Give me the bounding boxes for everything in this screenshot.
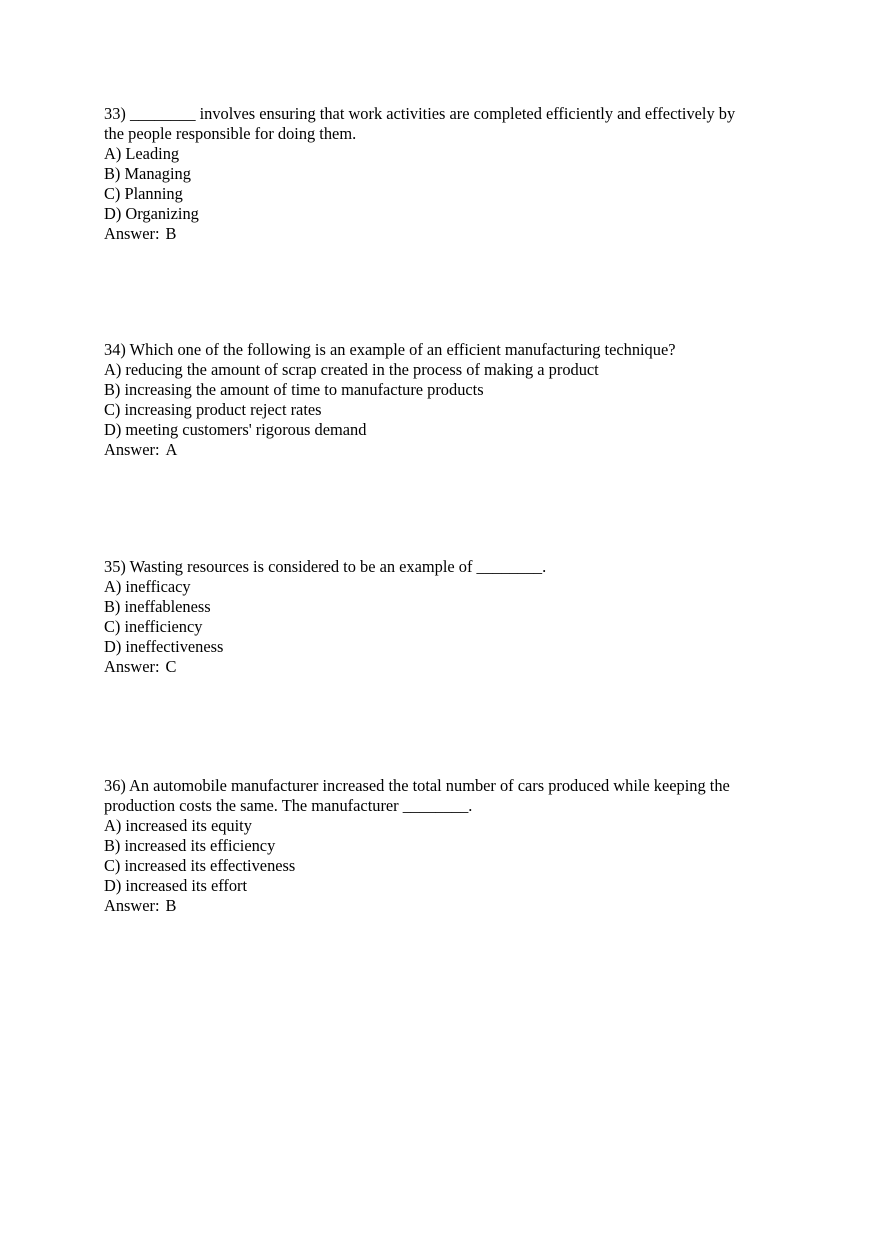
answer-option-a: A) increased its equity xyxy=(104,816,252,835)
question-stem-line: 33) ________ involves ensuring that work activities are completed efficiently and effectively by xyxy=(104,104,736,123)
answer-option-c: C) Planning xyxy=(104,184,183,203)
answer-label: Answer: xyxy=(104,440,160,459)
question-34 xyxy=(104,340,784,460)
question-36 xyxy=(104,776,784,916)
answer-option-a: A) inefficacy xyxy=(104,577,191,596)
answer-option-b: B) increasing the amount of time to manufacture products xyxy=(104,380,484,399)
question-stem-line: the people responsible for doing them. xyxy=(104,124,357,143)
answer-line xyxy=(104,224,784,244)
answer-option-c: C) inefficiency xyxy=(104,617,203,636)
answer-option-b: B) increased its efficiency xyxy=(104,836,276,855)
question-35 xyxy=(104,557,784,677)
answer-label: Answer: xyxy=(104,657,160,676)
question-stem-line: production costs the same. The manufacturer ________. xyxy=(104,796,473,815)
answer-line xyxy=(104,896,784,916)
answer-option-d: D) ineffectiveness xyxy=(104,637,224,656)
answer-option-c: C) increasing product reject rates xyxy=(104,400,322,419)
answer-option-b: B) ineffableness xyxy=(104,597,211,616)
answer-value: A xyxy=(165,440,178,459)
answer-label: Answer: xyxy=(104,896,160,915)
answer-option-a: A) Leading xyxy=(104,144,180,163)
question-stem-line: 34) Which one of the following is an example of an efficient manufacturing technique? xyxy=(104,340,676,359)
answer-option-a: A) reducing the amount of scrap created in the process of making a product xyxy=(104,360,599,379)
answer-value: C xyxy=(165,657,177,676)
answer-option-d: D) increased its effort xyxy=(104,876,248,895)
answer-label: Answer: xyxy=(104,224,160,243)
answer-option-d: D) meeting customers' rigorous demand xyxy=(104,420,367,439)
answer-line xyxy=(104,657,784,677)
question-stem-line: 35) Wasting resources is considered to be an example of ________. xyxy=(104,557,547,576)
answer-value: B xyxy=(165,224,177,243)
question-stem-line: 36) An automobile manufacturer increased the total number of cars produced while keeping the xyxy=(104,776,730,795)
answer-option-d: D) Organizing xyxy=(104,204,199,223)
answer-value: B xyxy=(165,896,177,915)
question-33 xyxy=(104,104,784,244)
answer-line xyxy=(104,440,784,460)
answer-option-c: C) increased its effectiveness xyxy=(104,856,296,875)
answer-option-b: B) Managing xyxy=(104,164,191,183)
